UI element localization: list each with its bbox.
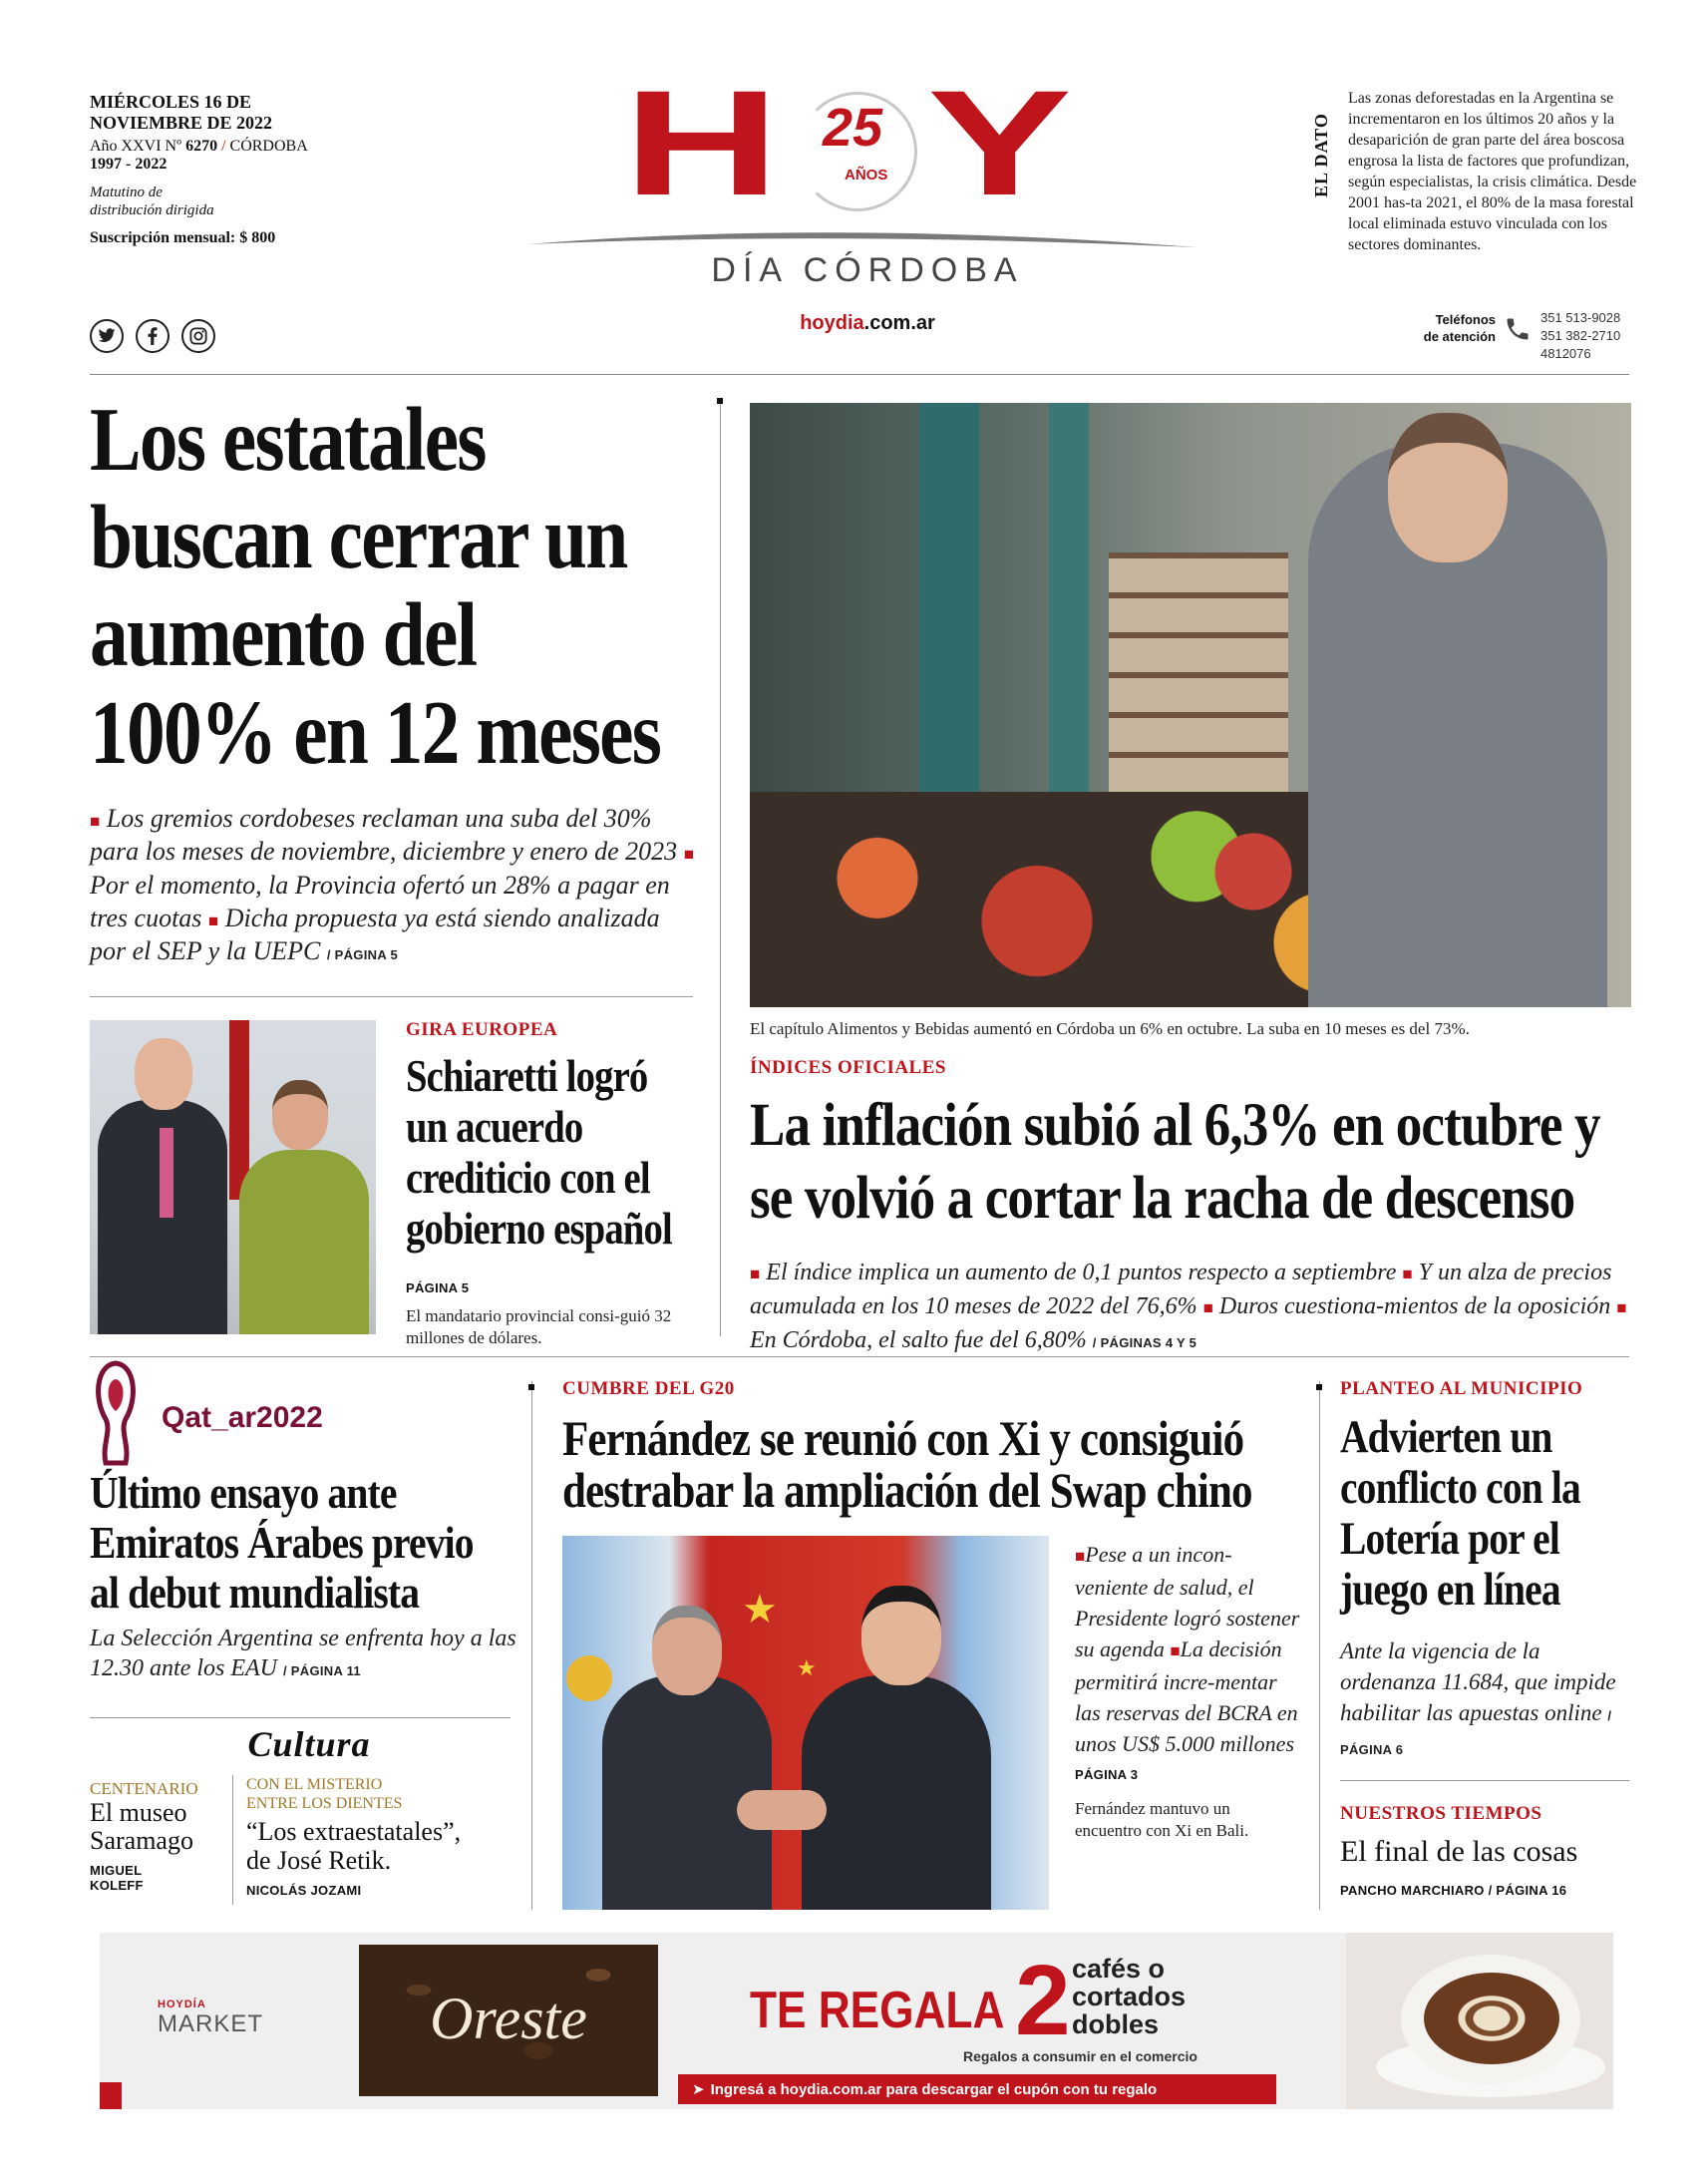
section-divider (90, 1356, 1629, 1357)
cultura-item-right[interactable]: CON EL MISTERIO ENTRE LOS DIENTES “Los extraestatales”, de José Retik. NICOLÁS JOZAMI (246, 1776, 462, 1898)
loteria-kicker: PLANTEO AL MUNICIPIO (1340, 1378, 1583, 1399)
loteria-deck: Ante la vigencia de la ordenanza 11.684, que impide habilitar las apuestas online / PÁGINA 6 (1340, 1638, 1616, 1757)
lead-deck: ■ Los gremios cordobeses reclaman una suba del 30% para los meses de noviembre, diciembre y enero de 2023 ■ Por el momento, la Provincia ofertó un 28% a pagar en tres cuotas ■ Dicha propuesta ya está siendo analizada por el SEP y la UEPC / PÁGINA 5 (90, 804, 694, 966)
sun-emblem (566, 1655, 612, 1701)
face-left (135, 1038, 192, 1110)
years: 1997 - 2022 (90, 156, 168, 173)
schiaretti-summary: El mandatario provincial consi-guió 32 millones de dólares. (406, 1306, 672, 1347)
social-links (90, 319, 227, 353)
handshake (737, 1790, 827, 1830)
schiaretti-photo[interactable] (90, 1020, 376, 1334)
cultura-item-left[interactable]: CENTENARIO El museo Saramago MIGUEL KOLEFF (90, 1779, 198, 1893)
ad-promo-note: Regalos a consumir en el comercio (963, 2048, 1197, 2064)
g20-page-ref: PÁGINA 3 (1075, 1767, 1139, 1782)
star-icon: ★ (742, 1587, 778, 1632)
lead-headline: Los estatales buscan cerrar un aumento del 100% en 12 meses (90, 389, 661, 783)
bullet-icon: ■ (1616, 1298, 1627, 1317)
distribution-note: Matutino de distribución dirigida (90, 184, 214, 218)
twitter-icon[interactable] (90, 319, 124, 353)
issue-info (90, 92, 379, 247)
qatar-headline: Último ensayo ante Emiratos Árabes previo al debut mundialista (90, 1467, 474, 1618)
edition-line: Año XXVI Nº 6270 / CÓRDOBA (90, 138, 308, 155)
g20-story[interactable] (562, 1378, 1300, 1516)
ad-promo-number: 2 (1015, 1945, 1071, 2056)
trophy-icon (92, 1359, 140, 1469)
shelves (1109, 552, 1288, 812)
ad-cta-bar[interactable]: ➤ Ingresá a hoydia.com.ar para descargar el cupón con tu regalo (678, 2074, 1276, 2104)
ad-market-brand: HOYDÍA MARKET (158, 1998, 264, 2037)
nuestros-tiempos-kicker: NUESTROS TIEMPOS (1340, 1803, 1542, 1824)
g20-headline: Fernández se reunió con Xi y consiguió destrabar la ampliación del Swap chino (562, 1410, 1252, 1518)
schiaretti-kicker: GIRA EUROPEA (406, 1019, 558, 1040)
lead-story[interactable] (90, 391, 694, 967)
page-ref: / PÁGINA 6 (1340, 1708, 1612, 1757)
website-link[interactable]: hoydia.com.ar (800, 312, 935, 334)
star-icon: ★ (797, 1655, 817, 1680)
bullet-icon: ■ (90, 812, 101, 831)
face-right (272, 1080, 328, 1150)
market-photo[interactable] (750, 403, 1631, 1007)
bullet-icon: ■ (1402, 1265, 1413, 1283)
person-right (239, 1150, 369, 1334)
ad-coffee-cup (1346, 1933, 1613, 2109)
phone-numbers: 351 513-9028 351 382-2710 4812076 (1540, 310, 1621, 361)
cursor-icon: ➤ (692, 2081, 705, 2098)
world-cup-emblem (92, 1359, 140, 1469)
instagram-icon[interactable] (181, 319, 215, 353)
g20-deck-column (1075, 1539, 1300, 1842)
facebook-icon[interactable] (136, 319, 170, 353)
qatar-logo-text: Qat_ar2022 (162, 1401, 323, 1434)
masthead-divider (90, 374, 1629, 375)
column-divider (531, 1381, 532, 1910)
bullet-icon: ■ (1075, 1547, 1086, 1566)
el-dato-label: EL DATO (1311, 113, 1331, 197)
anniversary-number: 25 (823, 98, 883, 158)
column-divider (1319, 1381, 1320, 1910)
market-photo-caption: El capítulo Alimentos y Bebidas aumentó en Córdoba un 6% en octubre. La suba en 10 meses es del 73%. (750, 1019, 1470, 1038)
loteria-divider (1340, 1780, 1629, 1781)
held-fruit (1208, 832, 1298, 911)
subscription: Suscripción mensual: $ 800 (90, 229, 276, 246)
ad-coffee-beans (359, 1945, 658, 2096)
logo-letter-h: H (623, 59, 781, 226)
el-dato-text: Las zonas deforestadas en la Argentina se incrementaron en los últimos 20 años y la desaparición de gran parte del área boscosa engrosa la lista de factores que profundizan, según especialistas, la crisis climática. Desde 2001 has-ta 2021, el 80% de la masa forestal local eliminada estuvo vinculada con los sectores dominantes. (1348, 90, 1637, 253)
ad-promo-items: cafés o cortados dobles (1072, 1954, 1187, 2039)
g20-deck: ■Pese a un incon-veniente de salud, el Presidente logró sostener su agenda ■La decisión permitirá incre-mentar las reservas del BCRA en unos US$ 5.000 millones (1075, 1542, 1300, 1756)
nuestros-tiempos[interactable] (1340, 1803, 1639, 1898)
logo-anniversary (798, 92, 917, 211)
ad-banner[interactable] (100, 1933, 1613, 2109)
page-ref: / PÁGINAS 4 Y 5 (1092, 1335, 1197, 1350)
phone-icon (1504, 315, 1532, 343)
masthead (0, 0, 1708, 374)
g20-photo[interactable] (562, 1536, 1049, 1910)
schiaretti-headline: Schiaretti logró un acuerdo crediticio con el gobierno español (406, 1051, 672, 1254)
phones-label: Teléfonos de atención (1423, 312, 1496, 344)
column-marker (1316, 1384, 1322, 1390)
schiaretti-story[interactable] (406, 1019, 695, 1349)
inflation-kicker: ÍNDICES OFICIALES (750, 1057, 946, 1078)
g20-kicker: CUMBRE DEL G20 (562, 1378, 735, 1399)
page-ref: / PÁGINA 5 (326, 947, 398, 963)
bullet-icon: ■ (1202, 1298, 1213, 1317)
ad-promo-lead: TE REGALA (750, 1982, 1005, 2039)
qatar-deck: La Selección Argentina se enfrenta hoy a las 12.30 ante los EAU / PÁGINA 11 (90, 1626, 516, 1681)
date-line: MIÉRCOLES 16 DE NOVIEMBRE DE 2022 (90, 92, 273, 133)
logo-letter-y: Y (927, 59, 1073, 226)
bullet-icon: ■ (207, 910, 219, 930)
bullet-icon: ■ (1170, 1641, 1181, 1660)
lead-divider (90, 996, 693, 997)
nuestros-tiempos-title: El final de las cosas (1340, 1835, 1578, 1868)
face-left (652, 1606, 722, 1695)
column-marker (528, 1384, 534, 1390)
bullet-icon: ■ (750, 1265, 761, 1283)
person-right (802, 1675, 991, 1910)
ad-red-strip (100, 2082, 122, 2109)
phones-block (1396, 309, 1635, 369)
ad-shop-name: Oreste (430, 1986, 587, 2051)
cultura-section (90, 1723, 528, 1898)
column-marker (717, 398, 723, 404)
bullet-icon: ■ (683, 845, 694, 865)
column-divider (720, 399, 721, 1336)
latte-art (1424, 1973, 1559, 2064)
schiaretti-page-ref: PÁGINA 5 (406, 1280, 470, 1295)
g20-summary: Fernández mantuvo un encuentro con Xi en Bali. (1075, 1799, 1249, 1840)
loteria-headline: Advierten un conflicto con la Lotería por el juego en línea (1340, 1411, 1580, 1616)
tie (160, 1128, 173, 1218)
cultura-divider (90, 1717, 511, 1718)
face-right (861, 1586, 941, 1685)
anniversary-label: AÑOS (845, 167, 888, 183)
loteria-story[interactable] (1340, 1378, 1639, 1765)
inflation-deck: ■ El índice implica un aumento de 0,1 puntos respecto a septiembre ■ Y un alza de precios acumulada en los 10 meses de 2022 del 76,6% ■ Duros cuestiona-mientos de la oposición ■ En Córdoba, el salto fue del 6,80% / PÁGINAS 4 Y 5 (750, 1260, 1627, 1353)
inflation-headline: La inflación subió al 6,3% en octubre y se volvió a cortar la racha de descenso (750, 1092, 1600, 1232)
nuestros-tiempos-byline: PANCHO MARCHIARO / PÁGINA 16 (1340, 1883, 1567, 1898)
cultura-divider-vertical (232, 1775, 233, 1905)
page-ref: / PÁGINA 11 (282, 1663, 361, 1678)
cultura-title: Cultura (247, 1724, 371, 1764)
inflation-story[interactable] (750, 1057, 1637, 1359)
logo-subtitle: DÍA CÓRDOBA (711, 251, 1024, 289)
shopper-head (1388, 413, 1508, 562)
